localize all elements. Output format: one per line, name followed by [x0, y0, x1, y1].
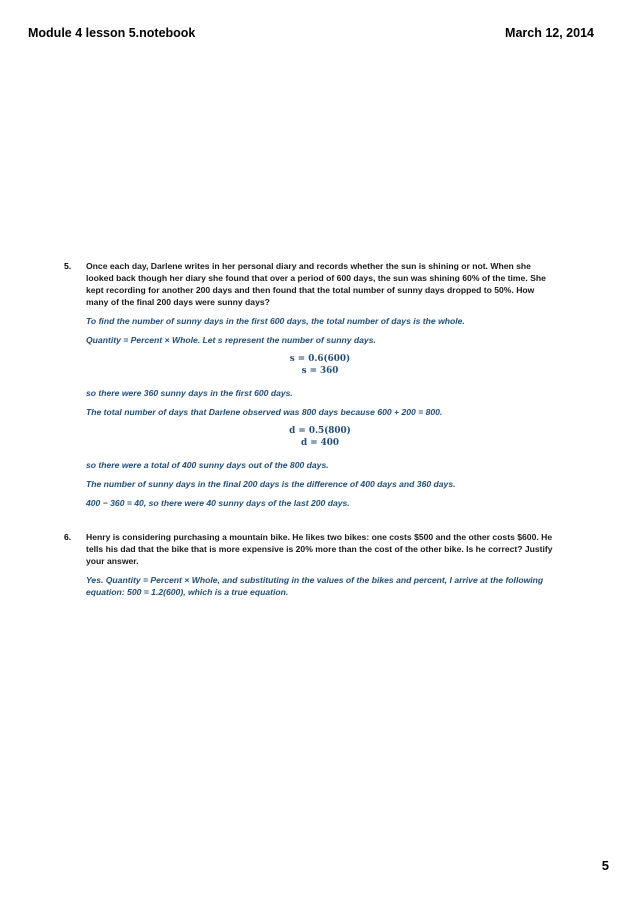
notebook-title: Module 4 lesson 5.notebook [28, 26, 196, 40]
answer-line: The number of sunny days in the final 200 days is the difference of 400 days and 360 days. [86, 479, 456, 489]
problem-text: Once each day, Darlene writes in her personal diary and records whether the sun is shining or not. When she looked back though her diary she found that over a period of 600 days, the sun was shining 60% of the time. She kept recording for another 200 days and then found that the total number of sunny days dropped to 50%. How many of the final 200 days were sunny days? [86, 261, 546, 307]
equation: s = 0.6(600) [289, 354, 351, 364]
answer-line: Quantity = Percent × Whole. Let s represent the number of sunny days. [86, 335, 376, 345]
page-date: March 12, 2014 [505, 26, 594, 40]
answer-line: To find the number of sunny days in the first 600 days, the total number of days is the whole. [86, 316, 465, 326]
answer-line: so there were 360 sunny days in the first 600 days. [86, 388, 293, 398]
answer-line: The total number of days that Darlene observed was 800 days because 600 + 200 = 800. [86, 407, 443, 417]
answer-line: 400 − 360 = 40, so there were 40 sunny days of the last 200 days. [86, 498, 350, 508]
problem-number: 6. [64, 532, 72, 542]
equation: d = 400 [300, 438, 339, 448]
problem-text: Henry is considering purchasing a mountain bike. He likes two bikes: one costs $500 and the other costs $600. He tells his dad that the bike that is more expensive is 20% more than the cost of the other bike. Is he correct? Justify your answer. [86, 532, 553, 566]
equation: s = 360 [301, 366, 339, 376]
problem-number: 5. [64, 261, 72, 271]
answer-line: Yes. Quantity = Percent × Whole, and substituting in the values of the bikes and percent, I arrive at the following equation: 500 = 1.2(600), which is a true equation. [86, 575, 544, 597]
answer-line: so there were a total of 400 sunny days out of the 800 days. [86, 460, 329, 470]
problem-6 [64, 531, 554, 598]
page-number: 5 [601, 858, 609, 873]
problem-5 [64, 260, 554, 509]
equation: d = 0.5(800) [289, 426, 351, 436]
